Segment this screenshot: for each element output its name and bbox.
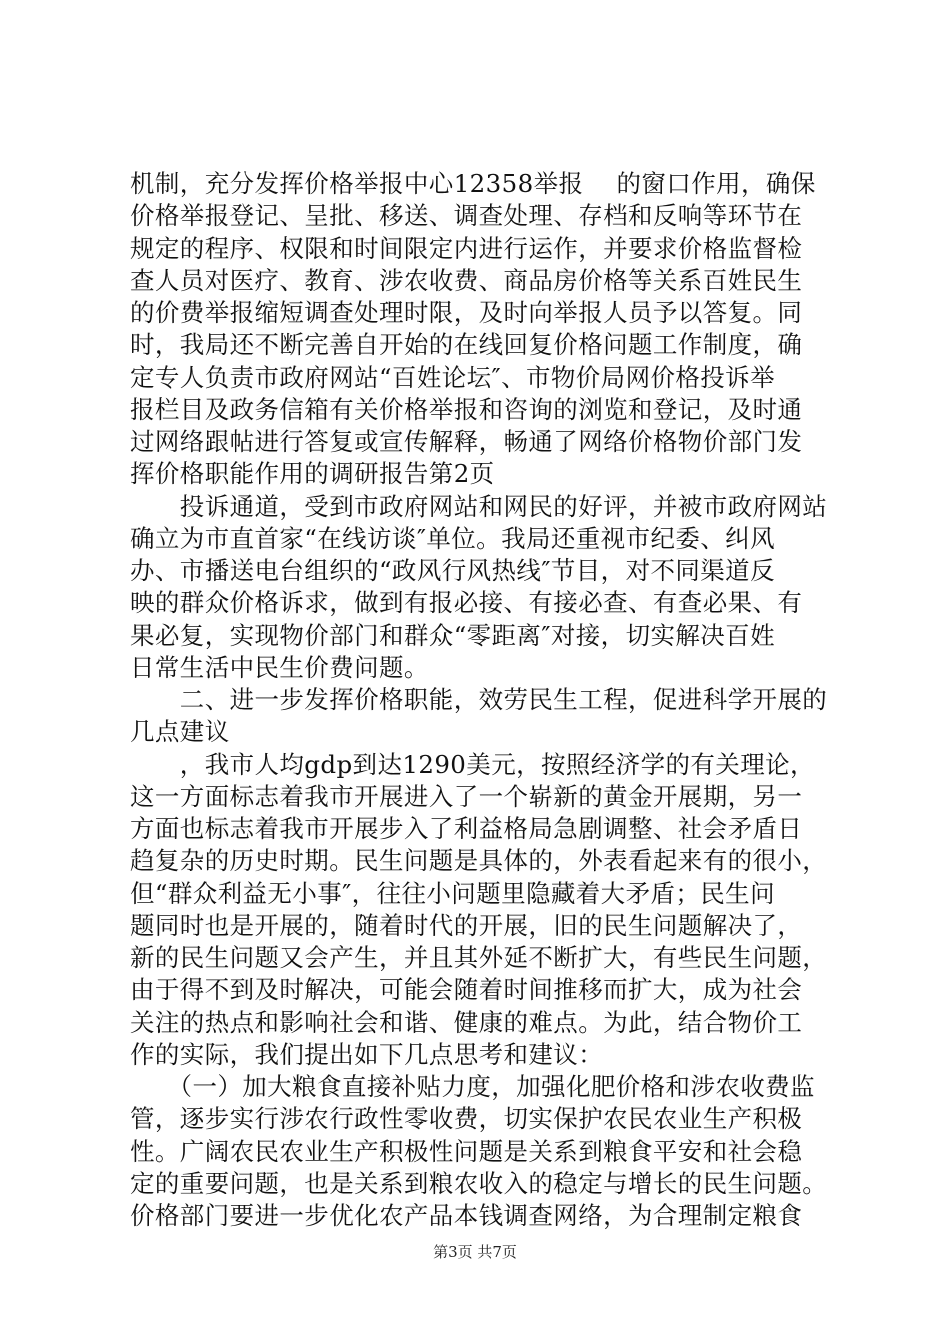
text-line: 定专人负责市政府网站“百姓论坛″、市物价局网价格投诉举 (130, 363, 775, 392)
text-line: 二、进一步发挥价格职能，效劳民生工程，促进科学开展的 (130, 685, 828, 714)
text-line: 趋复杂的历史时期。民生问题是具体的，外表看起来有的很小， (130, 846, 828, 875)
text-line: 查人员对医疗、教育、涉农收费、商品房价格等关系百姓民生 (130, 266, 803, 295)
text-line: 性。广阔农民农业生产积极性问题是关系到粮食平安和社会稳 (130, 1137, 803, 1166)
text-line: 定的重要问题，也是关系到粮农收入的稳定与增长的民生问题。 (130, 1169, 828, 1198)
text-line: 由于得不到及时解决，可能会随着时间推移而扩大，成为社会 (130, 975, 803, 1004)
text-line: 机制，充分发挥价格举报中心12358举报 的窗口作用，确保 (130, 169, 816, 198)
text-line: 方面也标志着我市开展步入了利益格局急剧调整、社会矛盾日 (130, 814, 803, 843)
page-footer: 第3页 共7页 (433, 1243, 517, 1261)
text-line: 挥价格职能作用的调研报告第2页 (130, 459, 495, 488)
text-line: 价格部门要进一步优化农产品本钱调查网络，为合理制定粮食 (130, 1201, 803, 1230)
text-line: 几点建议 (130, 717, 230, 746)
text-line: 新的民生问题又会产生，并且其外延不断扩大，有些民生问题， (130, 943, 828, 972)
text-line: 的价费举报缩短调查处理时限，及时向举报人员予以答复。同 (130, 298, 803, 327)
text-line: 题同时也是开展的，随着时代的开展，旧的民生问题解决了， (130, 911, 803, 940)
text-line: 作的实际，我们提出如下几点思考和建议： (130, 1040, 604, 1069)
text-line: 但“群众利益无小事″，往往小问题里隐藏着大矛盾；民生问 (130, 879, 775, 908)
text-line: 时，我局还不断完善自开始的在线回复价格问题工作制度，确 (130, 330, 803, 359)
text-line: 管，逐步实行涉农行政性零收费，切实保护农民农业生产积极 (130, 1104, 803, 1133)
text-line: 关注的热点和影响社会和谐、健康的难点。为此，结合物价工 (130, 1008, 803, 1037)
text-line: 果必复，实现物价部门和群众“零距离″对接，切实解决百姓 (130, 621, 775, 650)
text-line: 办、市播送电台组织的“政风行风热线″节目，对不同渠道反 (130, 556, 775, 585)
text-line: 投诉通道，受到市政府网站和网民的好评，并被市政府网站 (130, 492, 828, 521)
text-line: 价格举报登记、呈批、移送、调查处理、存档和反响等环节在 (130, 201, 803, 230)
text-line: 报栏目及政务信箱有关价格举报和咨询的浏览和登记，及时通 (130, 395, 803, 424)
text-line: 映的群众价格诉求，做到有报必接、有接必查、有查必果、有 (130, 588, 803, 617)
text-line: 确立为市直首家“在线访谈″单位。我局还重视市纪委、纠风 (130, 524, 775, 553)
text-line: 过网络跟帖进行答复或宣传解释，畅通了网络价格物价部门发 (130, 427, 803, 456)
text-line: 这一方面标志着我市开展进入了一个崭新的黄金开展期，另一 (130, 782, 803, 811)
text-line: 日常生活中民生价费问题。 (130, 653, 429, 682)
text-line: （一）加大粮食直接补贴力度，加强化肥价格和涉农收费监 (130, 1072, 815, 1101)
text-line: ，我市人均gdp到达1290美元，按照经济学的有关理论， (130, 750, 815, 779)
text-line: 规定的程序、权限和时间限定内进行运作，并要求价格监督检 (130, 234, 803, 263)
